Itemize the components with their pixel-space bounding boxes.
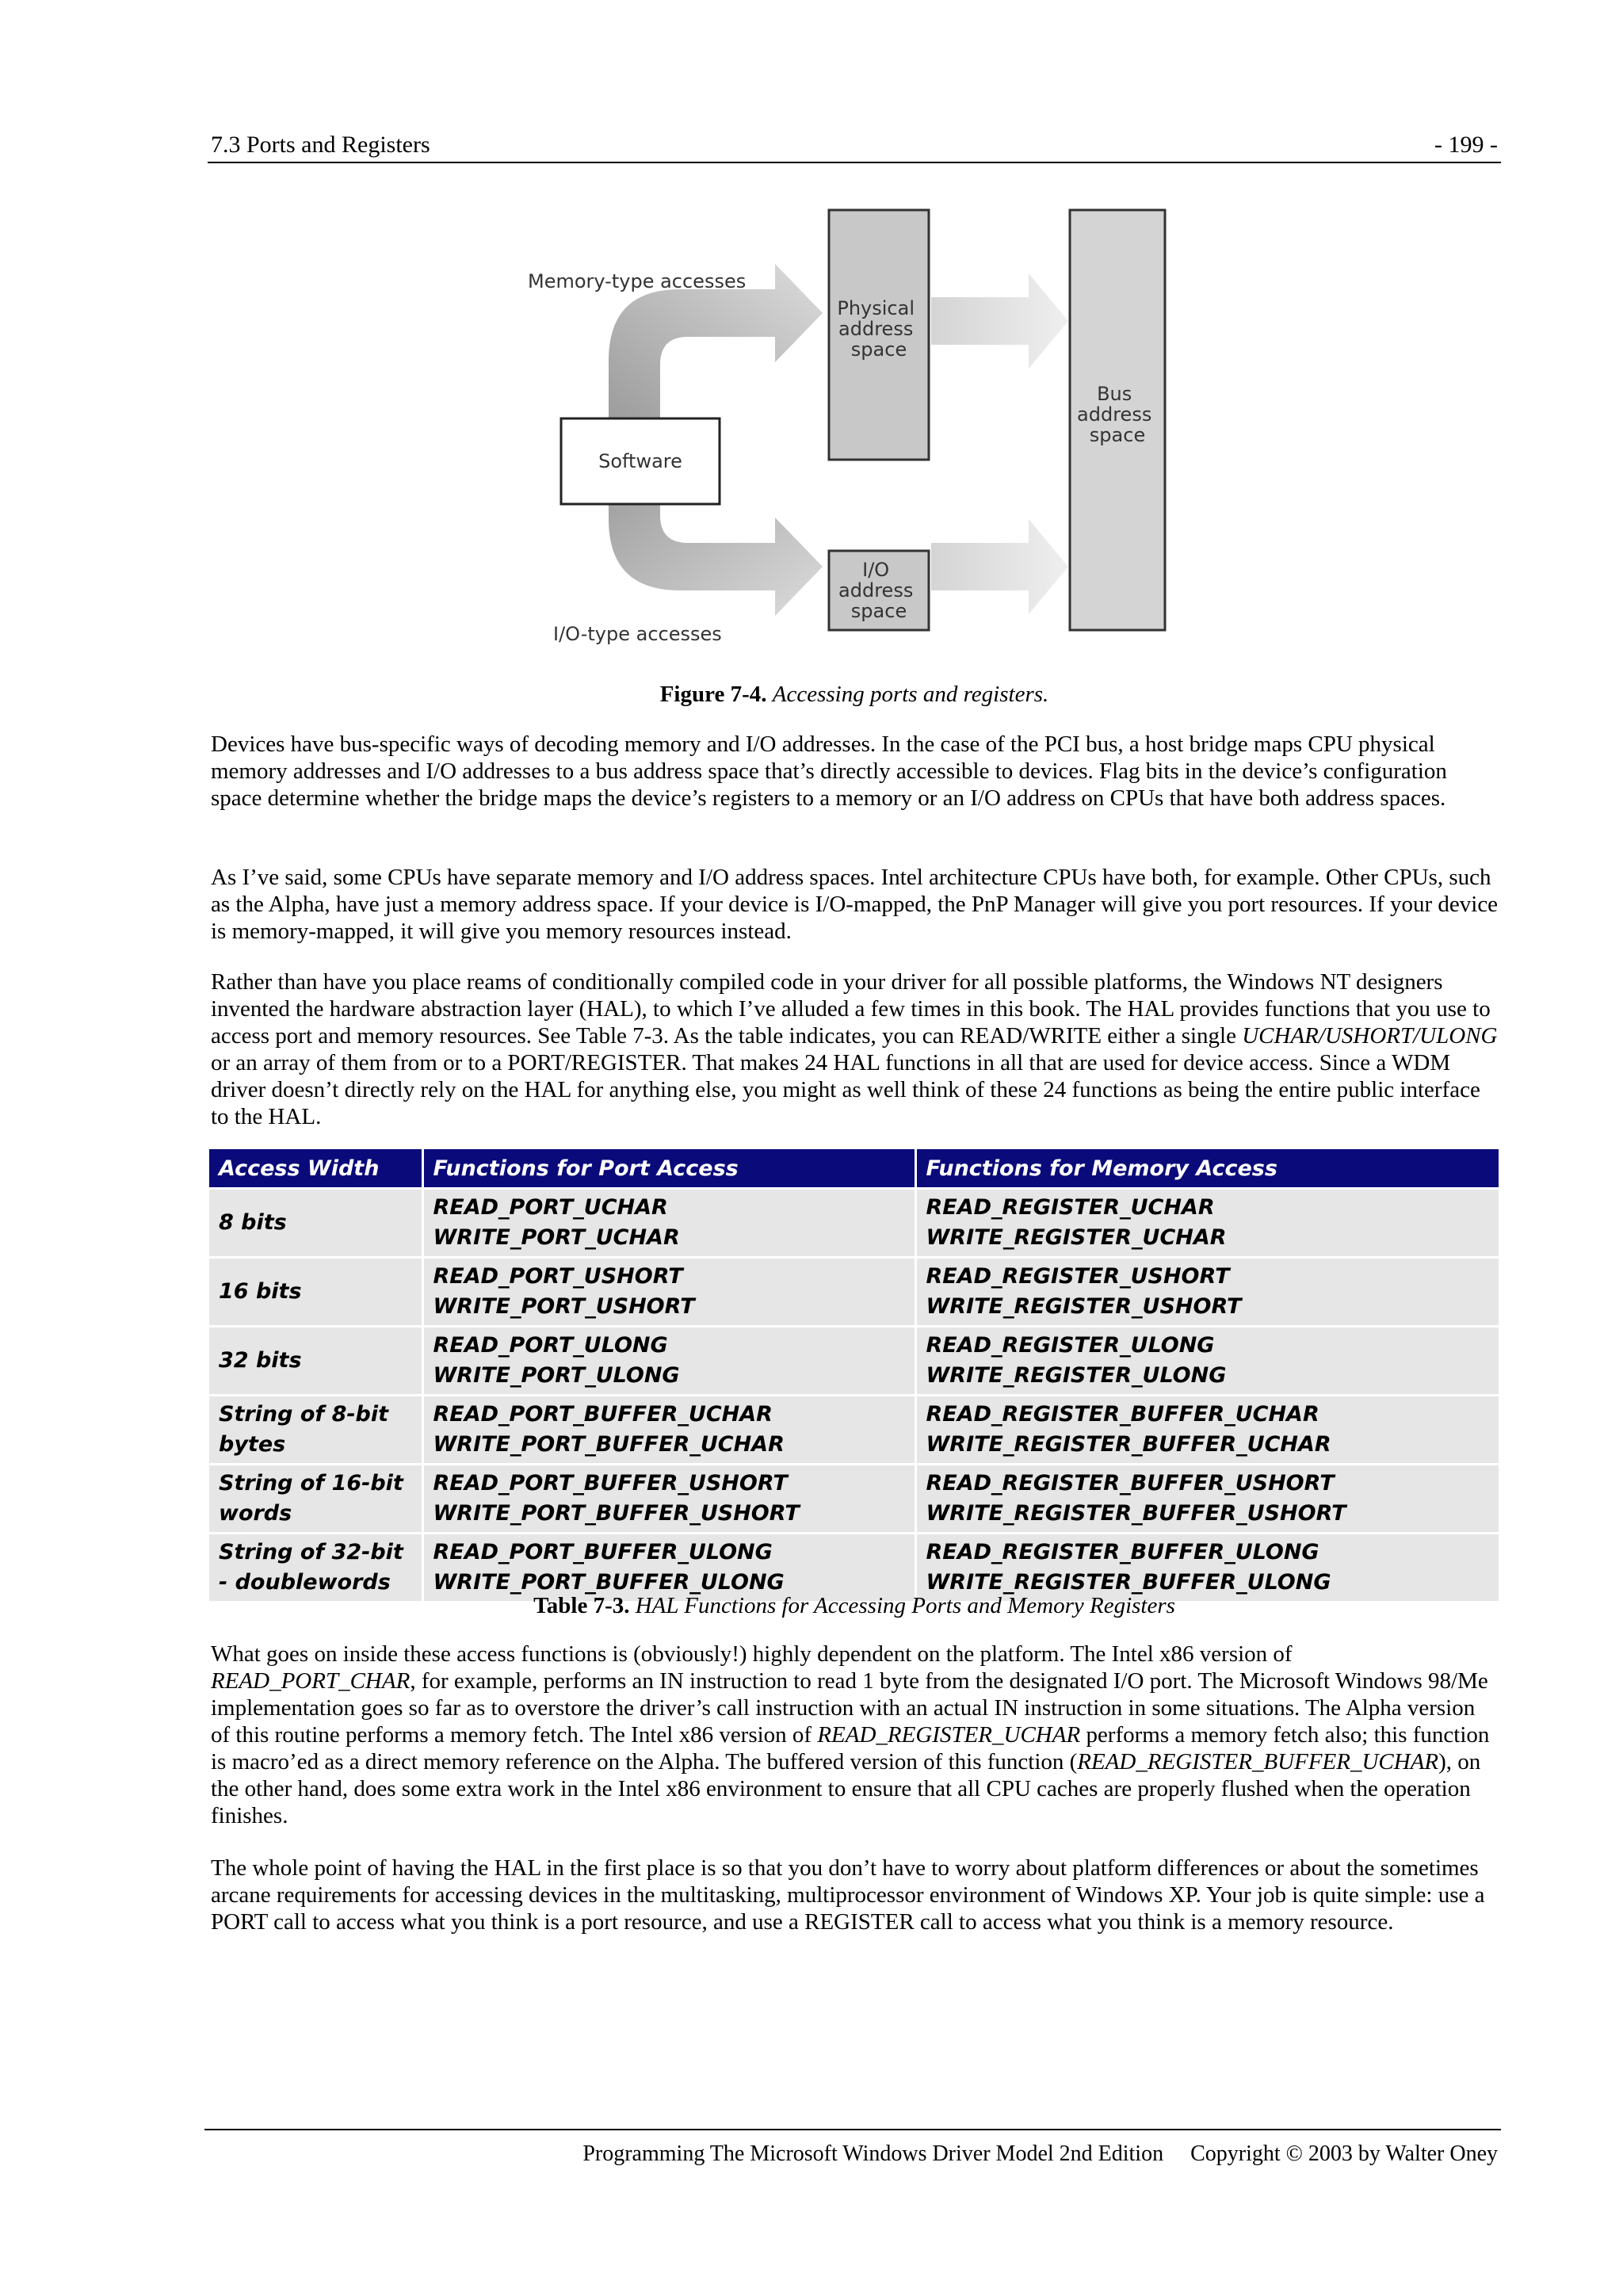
cell-port: READ_PORT_USHORT WRITE_PORT_USHORT [422, 1258, 915, 1327]
figure-caption-text: Accessing ports and registers. [772, 682, 1049, 707]
paragraph-3-part-b: or an array of them from or to a PORT/REGISTER. That makes 24 HAL functions in all that are used for device access. Since a WDM driver doesn’t directly rely on the HAL for anything else, you might as well think of these 24 functions as being the entire public interface to the HAL. [211, 1050, 1480, 1129]
physical-to-bus-arrow [931, 273, 1068, 369]
footer-text [582, 2141, 1498, 2167]
paragraph-4-part-b: , for example, performs an IN instruction to read 1 byte from the designated I/O port. The Microsoft Windows 98/Me implementation goes so far as to overstore the driver’s call instruction with an actual IN instruction in some situations. The Alpha version of this routine performs a memory fetch. The Intel x86 version of [211, 1668, 1488, 1748]
paragraph-3-types: UCHAR/USHORT/ULONG [1242, 1023, 1498, 1049]
table-row [209, 1327, 1500, 1396]
page-number: - 199 - [1434, 132, 1498, 158]
table-row [209, 1258, 1500, 1327]
cell-memory: READ_REGISTER_BUFFER_USHORT WRITE_REGISTER_BUFFER_USHORT [915, 1465, 1500, 1534]
cell-memory: READ_REGISTER_UCHAR WRITE_REGISTER_UCHAR [915, 1189, 1500, 1258]
cell-width: String of 32-bit - doublewords [209, 1534, 422, 1602]
software-label: Software [598, 450, 682, 472]
table-row [209, 1534, 1500, 1602]
io-accesses-label: I/O-type accesses [553, 623, 722, 645]
table-caption-number: Table 7-3. [533, 1593, 630, 1618]
cell-port: READ_PORT_BUFFER_ULONG WRITE_PORT_BUFFER_ULONG [422, 1534, 915, 1602]
io-space-label: I/O address space [838, 559, 914, 622]
paragraph-3-part-a: Rather than have you place reams of conditionally compiled code in your driver for all possible platforms, the Windows NT designers invented the hardware abstraction layer (HAL), to which I’ve alluded a few times in this book. The HAL provides functions that you use to access port and memory resources. See Table 7-3. As the table indicates, you can READ/WRITE either a single [211, 969, 1491, 1049]
paragraph-4-part-a: What goes on inside these access functions is (obviously!) highly dependent on the platform. The Intel x86 version of [211, 1641, 1293, 1667]
section-title: 7.3 Ports and Registers [211, 132, 430, 158]
cell-port: READ_PORT_BUFFER_USHORT WRITE_PORT_BUFFER_USHORT [422, 1465, 915, 1534]
physical-label: Physical address space [837, 297, 915, 361]
memory-accesses-label: Memory-type accesses [528, 270, 747, 292]
figure-caption [208, 682, 1501, 708]
table-row [209, 1396, 1500, 1465]
page-header [208, 127, 1501, 163]
cell-width: String of 16-bit words [209, 1465, 422, 1534]
paragraph-4 [211, 1641, 1499, 1829]
hal-functions-table [209, 1149, 1501, 1601]
cell-width: 16 bits [209, 1258, 422, 1327]
paragraph-4-function-1: READ_PORT_CHAR [211, 1668, 411, 1694]
cell-width: 8 bits [209, 1189, 422, 1258]
figure-accessing-ports [521, 202, 1171, 646]
cell-memory: READ_REGISTER_BUFFER_ULONG WRITE_REGISTER_BUFFER_ULONG [915, 1534, 1500, 1602]
paragraph-4-function-2: READ_REGISTER_UCHAR [817, 1722, 1081, 1748]
cell-width: String of 8-bit bytes [209, 1396, 422, 1465]
paragraph-5: The whole point of having the HAL in the first place is so that you don’t have to worry about platform differences or about the sometimes arcane requirements for accessing devices in the multitasking, multiprocessor environment of Windows XP. Your job is quite simple: use a PORT call to access what you think is a port resource, and use a REGISTER call to access what you think is a memory resource. [211, 1855, 1485, 1935]
cell-port: READ_PORT_BUFFER_UCHAR WRITE_PORT_BUFFER_UCHAR [422, 1396, 915, 1465]
io-to-bus-arrow [931, 519, 1068, 614]
table-row [209, 1465, 1500, 1534]
header-port-access: Functions for Port Access [422, 1149, 915, 1189]
figure-caption-number: Figure 7-4. [659, 682, 767, 707]
cell-port: READ_PORT_ULONG WRITE_PORT_ULONG [422, 1327, 915, 1396]
footer-copyright: Copyright © 2003 by Walter Oney [1190, 2141, 1498, 2166]
paragraph-1: Devices have bus-specific ways of decoding memory and I/O addresses. In the case of the PCI bus, a host bridge maps CPU physical memory addresses and I/O addresses to a bus address space that’s directly accessible to devices. Flag bits in the device’s configuration space determine whether the bridge maps the device’s registers to a memory or an I/O address on CPUs that have both address spaces. [211, 732, 1447, 811]
table-caption [208, 1593, 1501, 1619]
figure-diagram [521, 202, 1171, 646]
paragraph-3 [211, 968, 1499, 1130]
paragraph-4-function-3: READ_REGISTER_BUFFER_UCHAR [1077, 1749, 1439, 1775]
paragraph-2: As I’ve said, some CPUs have separate memory and I/O address spaces. Intel architecture CPUs have both, for example. Other CPUs, such as the Alpha, have just a memory address space. If your device is I/O-mapped, the PnP Manager will give you port resources. If your device is memory-mapped, it will give you memory resources instead. [211, 865, 1499, 944]
cell-memory: READ_REGISTER_USHORT WRITE_REGISTER_USHORT [915, 1258, 1500, 1327]
bus-label: Bus address space [1077, 383, 1152, 446]
header-memory-access: Functions for Memory Access [915, 1149, 1500, 1189]
paragraph-4-part-d: ), on the other hand, does some extra work in the Intel x86 environment to ensure that all CPU caches are properly flushed when the operation finishes. [211, 1749, 1481, 1828]
table-caption-text: HAL Functions for Accessing Ports and Memory Registers [635, 1593, 1175, 1618]
header-access-width: Access Width [209, 1149, 422, 1189]
footer-book-title: Programming The Microsoft Windows Driver Model 2nd Edition [582, 2141, 1164, 2166]
page-footer [204, 2129, 1501, 2166]
cell-width: 32 bits [209, 1327, 422, 1396]
paragraph-4-part-c: performs a memory fetch also; this function is macro’ed as a direct memory reference on the Alpha. The buffered version of this function ( [211, 1722, 1490, 1775]
cell-memory: READ_REGISTER_ULONG WRITE_REGISTER_ULONG [915, 1327, 1500, 1396]
cell-port: READ_PORT_UCHAR WRITE_PORT_UCHAR [422, 1189, 915, 1258]
cell-memory: READ_REGISTER_BUFFER_UCHAR WRITE_REGISTER_BUFFER_UCHAR [915, 1396, 1500, 1465]
table-header-row [209, 1149, 1500, 1189]
table-row [209, 1189, 1500, 1258]
